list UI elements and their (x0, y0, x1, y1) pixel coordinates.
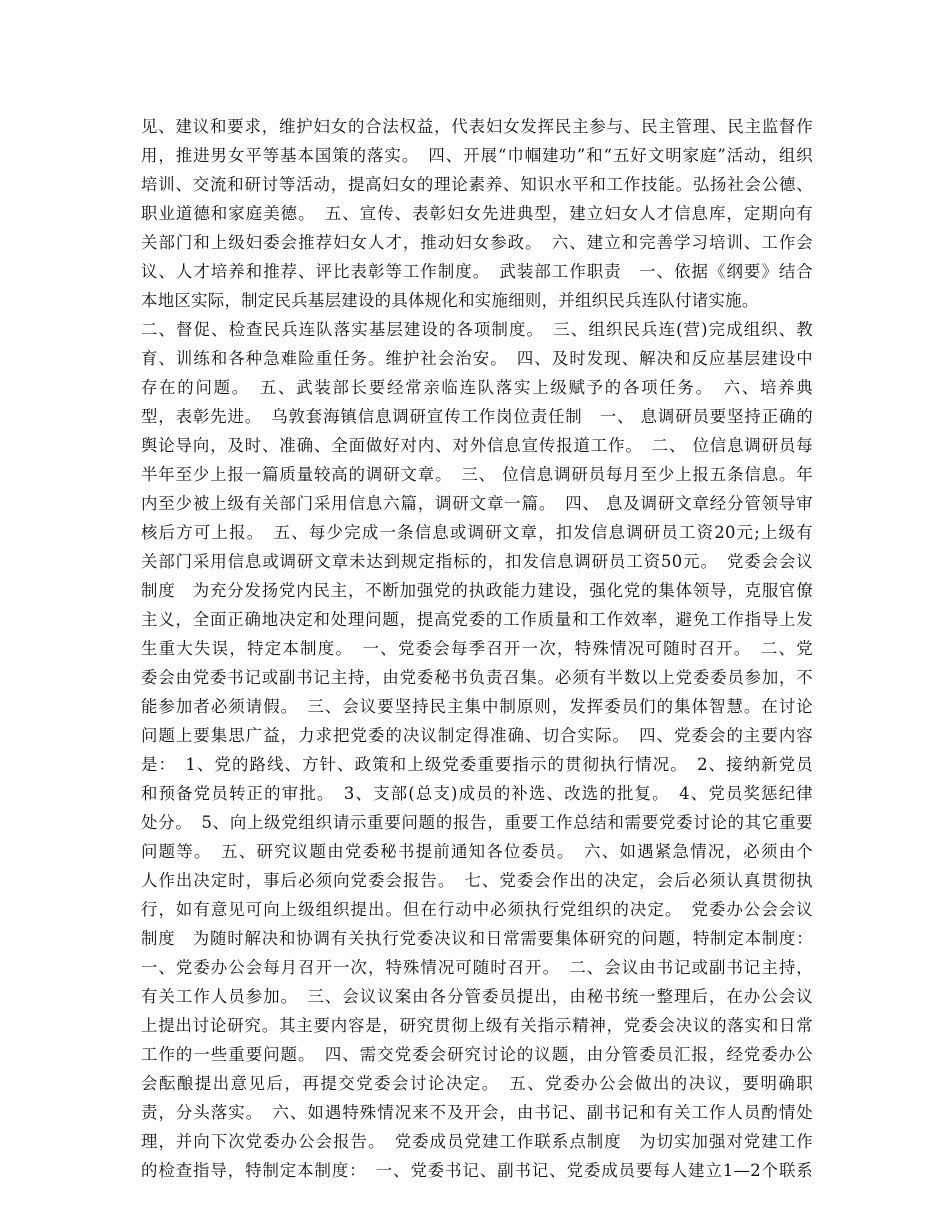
text-line: 问题上要集思广益，力求把党委的决议制定得准确、切合实际。 四、党委会的主要内容 (141, 726, 813, 745)
text-line: 用，推进男女平等基本国策的落实。 四、开展“巾帼建功”和“五好文明家庭”活动，组织 (141, 146, 813, 165)
text-line: 见、建议和要求，维护妇女的合法权益，代表妇女发挥民主参与、民主管理、民主监督作 (141, 117, 813, 136)
text-line: 关部门和上级妇委会推荐妇女人才，推动妇女参政。 六、建立和完善学习培训、工作会 (141, 233, 813, 252)
text-line: 的检查指导，特制定本制度： 一、党委书记、副书记、党委成员要每人建立1—2个联系 (141, 1161, 813, 1180)
text-line: 人作出决定时，事后必须向党委会报告。 七、党委会作出的决定，会后必须认真贯彻执 (141, 871, 813, 890)
text-line: 舆论导向，及时、准确、全面做好对内、对外信息宣传报道工作。 二、 位信息调研员每 (141, 436, 813, 455)
text-line: 上提出讨论研究。其主要内容是，研究贯彻上级有关指示精神，党委会决议的落实和日常 (141, 1016, 813, 1035)
text-line: 生重大失误，特定本制度。 一、党委会每季召开一次，特殊情况可随时召开。 二、党 (141, 639, 813, 658)
text-line: 内至少被上级有关部门采用信息六篇，调研文章一篇。 四、 息及调研文章经分管领导审 (141, 494, 813, 513)
text-line: 会酝酿提出意见后，再提交党委会讨论决定。 五、党委办公会做出的决议，要明确职 (141, 1074, 813, 1093)
text-line: 关部门采用信息或调研文章未达到规定指标的，扣发信息调研员工资50元。 党委会会议 (141, 552, 813, 571)
text-line: 核后方可上报。 五、每少完成一条信息或调研文章，扣发信息调研员工资20元;上级有 (141, 523, 813, 542)
text-line: 型，表彰先进。 乌敦套海镇信息调研宣传工作岗位责任制 一、 息调研员要坚持正确的 (141, 407, 813, 426)
text-line: 议、人才培养和推荐、评比表彰等工作制度。 武装部工作职责 一、依据《纲要》结合 (141, 262, 813, 281)
text-line: 培训、交流和研讨等活动，提高妇女的理论素养、知识水平和工作技能。弘扬社会公德、 (141, 175, 813, 194)
text-line: 责，分头落实。 六、如遇特殊情况来不及开会，由书记、副书记和有关工作人员酌情处 (141, 1103, 813, 1122)
document-body (141, 112, 813, 1185)
text-line: 有关工作人员参加。 三、会议议案由各分管委员提出，由秘书统一整理后，在办公会议 (141, 987, 813, 1006)
text-line: 主义，全面正确地决定和处理问题，提高党委的工作质量和工作效率，避免工作指导上发 (141, 610, 813, 629)
text-line: 理，并向下次党委办公会报告。 党委成员党建工作联系点制度 为切实加强对党建工作 (141, 1132, 813, 1151)
text-line: 行，如有意见可向上级组织提出。但在行动中必须执行党组织的决定。 党委办公会会议 (141, 900, 813, 919)
text-line: 委会由党委书记或副书记主持，由党委秘书负责召集。必须有半数以上党委委员参加，不 (141, 668, 813, 687)
text-line: 育、训练和各种急难险重任务。维护社会治安。 四、及时发现、解决和反应基层建设中 (141, 349, 813, 368)
text-line: 问题等。 五、研究议题由党委秘书提前通知各位委员。 六、如遇紧急情况，必须由个 (141, 842, 813, 861)
text-line: 一、党委办公会每月召开一次，特殊情况可随时召开。 二、会议由书记或副书记主持， (141, 958, 813, 977)
text-line: 制度 为充分发扬党内民主，不断加强党的执政能力建设，强化党的集体领导，克服官僚 (141, 581, 813, 600)
text-line: 本地区实际，制定民兵基层建设的具体规化和实施细则，并组织民兵连队付诸实施。 (141, 291, 759, 310)
text-line: 是： 1、党的路线、方针、政策和上级党委重要指示的贯彻执行情况。 2、接纳新党员 (141, 755, 813, 774)
text-line: 能参加者必须请假。 三、会议要坚持民主集中制原则，发挥委员们的集体智慧。在讨论 (141, 697, 813, 716)
text-line: 二、督促、检查民兵连队落实基层建设的各项制度。 三、组织民兵连(营)完成组织、教 (141, 320, 813, 339)
text-line: 职业道德和家庭美德。 五、宣传、表彰妇女先进典型，建立妇女人才信息库，定期向有 (141, 204, 813, 223)
text-line: 存在的问题。 五、武装部长要经常亲临连队落实上级赋予的各项任务。 六、培养典 (141, 378, 813, 397)
text-line: 半年至少上报一篇质量较高的调研文章。 三、 位信息调研员每月至少上报五条信息。年 (141, 465, 813, 484)
text-line: 工作的一些重要问题。 四、需交党委会研究讨论的议题，由分管委员汇报，经党委办公 (141, 1045, 813, 1064)
text-line: 处分。 5、向上级党组织请示重要问题的报告，重要工作总结和需要党委讨论的其它重要 (141, 813, 813, 832)
text-line: 制度 为随时解决和协调有关执行党委决议和日常需要集体研究的问题，特制定本制度： (141, 929, 813, 948)
text-line: 和预备党员转正的审批。 3、支部(总支)成员的补选、改选的批复。 4、党员奖惩纪律 (141, 784, 813, 803)
